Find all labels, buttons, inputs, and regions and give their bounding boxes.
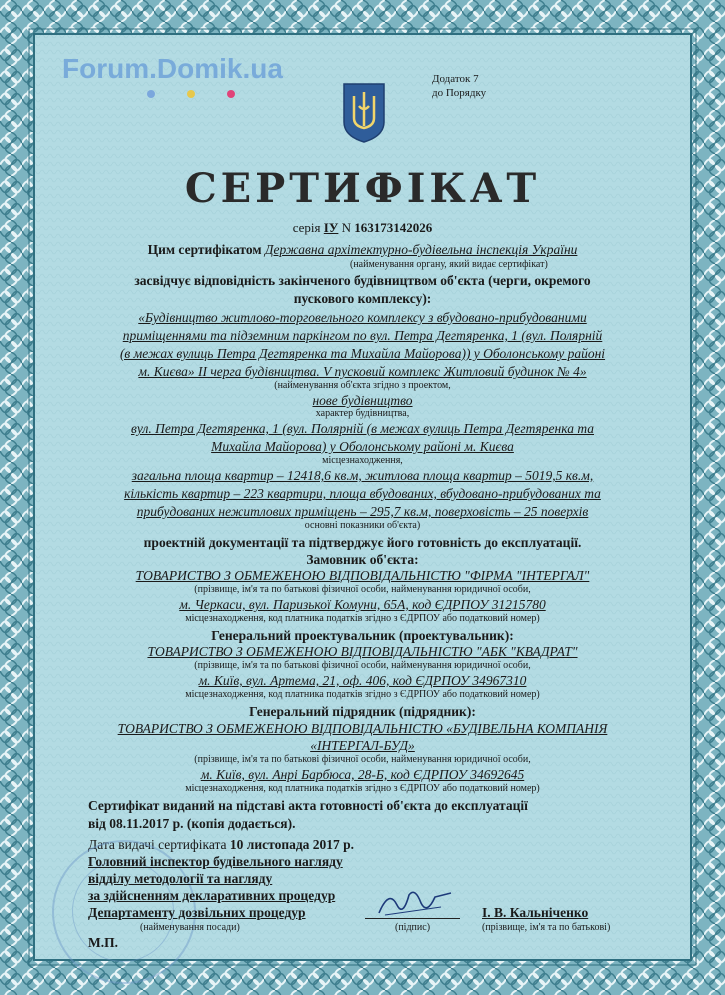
designer-address: м. Київ, вул. Артема, 21, оф. 406, код ЄДРПОУ 34967310	[198, 673, 527, 688]
signer-caption: (прізвище, ім'я та по батькові)	[482, 922, 611, 933]
series-label: серія	[292, 220, 321, 235]
object-line-3: (в межах вулиць Петра Дегтяренка та Михайла Майорова)) у Оболонському районі	[119, 346, 606, 361]
mp-label: М.П.	[88, 935, 118, 950]
contractor-address: м. Київ, вул. Анрі Барбюса, 28-Б, код ЄДРПОУ 34692645	[200, 767, 525, 782]
basis-line-1: Сертифікат виданий на підставі акта готовності об'єкта до експлуатації	[88, 798, 528, 813]
issuer-prefix: Цим сертифікатом	[147, 242, 262, 257]
contractor-name-line-1: ТОВАРИСТВО З ОБМЕЖЕНОЮ ВІДПОВІДАЛЬНІСТЮ «БУДІВЕЛЬНА КОМПАНІЯ	[117, 721, 608, 736]
position-line-4: Департаменту дозвільних процедур	[88, 905, 306, 920]
object-line-1: «Будівництво житлово-торговельного комплексу з вбудовано-прибудованими	[138, 310, 587, 325]
watermark-logo: Forum.Domik.ua	[62, 53, 283, 84]
readiness-statement: проектній документації та підтверджує його готовність до експлуатації.	[143, 535, 582, 550]
certifies-line-1: засвідчує відповідність закінченого будівництвом об'єкта (черги, окремого	[134, 273, 591, 288]
position-caption: (найменування посади)	[140, 922, 240, 933]
handwritten-signature	[375, 885, 455, 921]
customer-name: ТОВАРИСТВО З ОБМЕЖЕНОЮ ВІДПОВІДАЛЬНІСТЮ "ФІРМА "ІНТЕРГАЛ"	[135, 568, 590, 583]
issue-date-value: 10 листопада 2017 р.	[229, 837, 355, 852]
indicators-line-1: загальна площа квартир – 12418,6 кв.м, житлова площа квартир – 5019,5 кв.м,	[131, 468, 594, 483]
location-line-1: вул. Петра Дегтяренка, 1 (вул. Полярній (в межах вулиць Петра Дегтяренка та	[131, 421, 594, 436]
issuer-line	[40, 241, 685, 258]
signature-line	[365, 918, 460, 919]
watermark-dot-blue	[147, 90, 155, 98]
indicators-line-3: прибудованих нежитлових приміщень – 295,7 кв.м, поверховість – 25 поверхів	[136, 504, 589, 519]
watermark-dot-pink	[227, 90, 235, 98]
series-line	[40, 219, 685, 236]
annex-line-2: до Порядку	[432, 87, 487, 99]
signer-name: І. В. Кальніченко	[482, 905, 589, 920]
issue-date-label: Дата видачі сертифіката	[88, 837, 227, 852]
designer-caption-1: (прізвище, ім'я та по батькові фізичної особи, найменування юридичної особи,	[194, 660, 531, 671]
designer-name: ТОВАРИСТВО З ОБМЕЖЕНОЮ ВІДПОВІДАЛЬНІСТЮ "АБК "КВАДРАТ"	[147, 644, 578, 659]
position-line-1: Головний інспектор будівельного нагляду	[88, 854, 343, 869]
object-line-2: приміщеннями та підземним паркінгом по вул. Петра Дегтяренка, 1 (вул. Полярній	[122, 328, 603, 343]
indicators-line-2: кількість квартир – 223 квартири, площа вбудованих, вбудовано-прибудованих та	[124, 486, 601, 501]
location-line-2: Михайла Майорова) у Оболонському районі м. Києва	[211, 439, 514, 454]
indicators-caption: основні показники об'єкта)	[304, 520, 421, 531]
object-caption: (найменування об'єкта згідно з проектом,	[274, 380, 451, 391]
location-caption: місцезнаходження,	[322, 455, 403, 466]
trident-emblem-icon	[342, 82, 386, 144]
construction-type: нове будівництво	[312, 393, 413, 408]
watermark-dot-yellow	[187, 90, 195, 98]
contractor-caption-2: місцезнаходження, код платника податків згідно з ЄДРПОУ або податковий номер)	[185, 783, 540, 794]
position-line-3: за здійсненням декларативних процедур	[88, 888, 336, 903]
customer-address: м. Черкаси, вул. Паризької Комуни, 65А, код ЄДРПОУ 31215780	[179, 597, 546, 612]
basis-line-2: від 08.11.2017 р. (копія додається).	[88, 816, 296, 831]
customer-caption-2: місцезнаходження, код платника податків згідно з ЄДРПОУ або податковий номер)	[185, 613, 540, 624]
customer-heading: Замовник об'єкта:	[306, 552, 419, 567]
signature-caption: (підпис)	[395, 922, 431, 933]
construction-caption: характер будівництва,	[315, 408, 410, 419]
contractor-heading: Генеральний підрядник (підрядник):	[249, 704, 476, 719]
designer-caption-2: місцезнаходження, код платника податків згідно з ЄДРПОУ або податковий номер)	[185, 689, 540, 700]
position-line-2: відділу методології та нагляду	[88, 871, 273, 886]
certificate-title: СЕРТИФІКАТ	[184, 165, 541, 212]
contractor-name-line-2: «ІНТЕРГАЛ-БУД»	[310, 738, 415, 753]
customer-caption-1: (прізвище, ім'я та по батькові фізичної особи, найменування юридичної особи,	[194, 584, 531, 595]
series-number: 163173142026	[354, 220, 433, 235]
object-line-4: м. Києва» ІІ черга будівництва. V пусковий комплекс Житловий будинок № 4»	[138, 364, 587, 379]
certifies-line-2: пускового комплексу):	[293, 291, 432, 306]
series-value: ІУ	[323, 220, 339, 235]
annex-line-1: Додаток 7	[432, 73, 479, 85]
issuer-value: Державна архітектурно-будівельна інспекція України	[264, 242, 578, 257]
contractor-caption-1: (прізвище, ім'я та по батькові фізичної особи, найменування юридичної особи,	[194, 754, 531, 765]
issuer-caption: (найменування органу, який видає сертифікат)	[350, 259, 548, 270]
series-no: N	[341, 220, 352, 235]
designer-heading: Генеральний проектувальник (проектувальник):	[211, 628, 514, 643]
